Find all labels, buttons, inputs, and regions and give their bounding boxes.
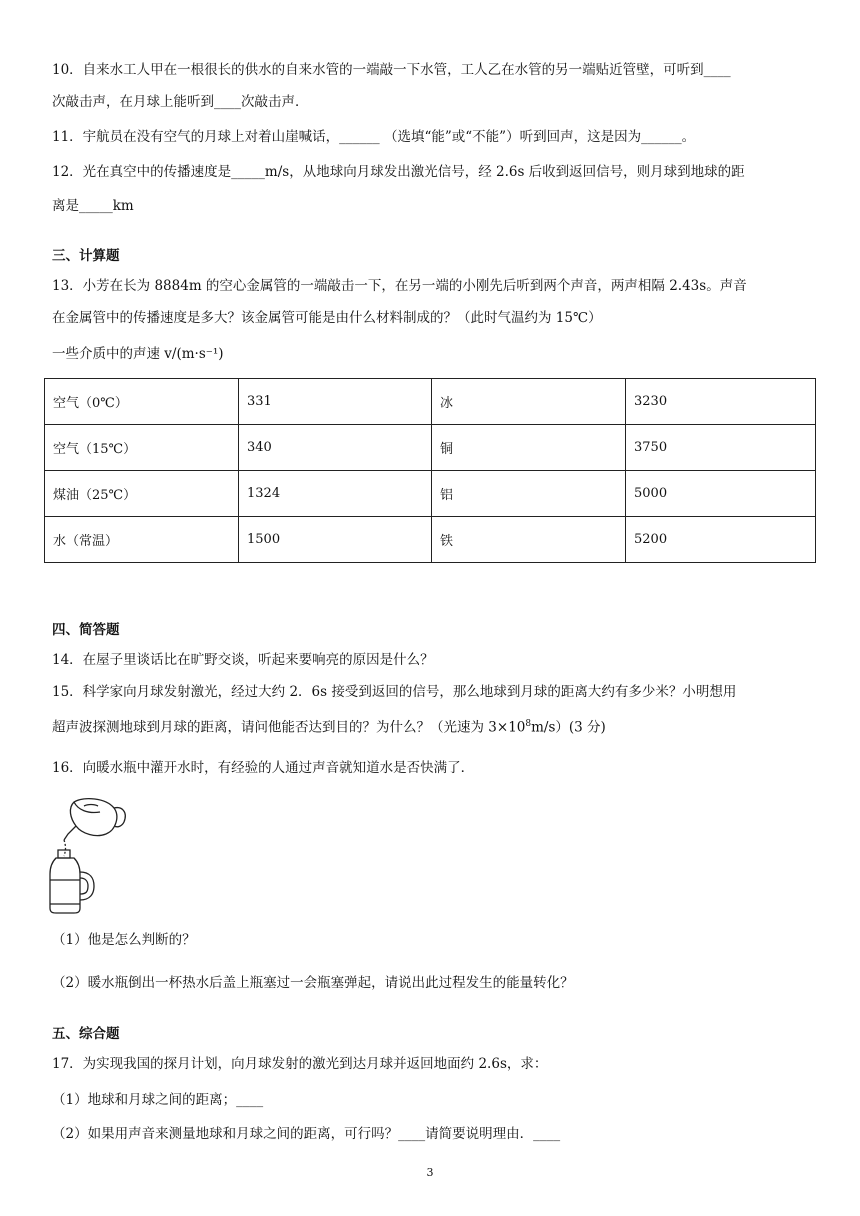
table-cell: 空气（0℃） bbox=[45, 379, 239, 425]
table-row bbox=[45, 425, 816, 471]
question-16-sub-1: （1）他是怎么判断的？ bbox=[52, 932, 196, 948]
question-12-line-1: 12．光在真空中的传播速度是_____m/s，从地球向月球发出激光信号，经 2.6s 后收到返回信号，则月球到地球的距 bbox=[52, 164, 745, 180]
table-cell: 煤油（25℃） bbox=[45, 471, 239, 517]
table-cell: 3750 bbox=[626, 425, 816, 471]
table-row bbox=[45, 471, 816, 517]
section-4-heading: 四、简答题 bbox=[52, 622, 120, 638]
table-cell: 铝 bbox=[432, 471, 626, 517]
thermos-kettle-illustration bbox=[44, 796, 134, 914]
question-17-sub-2: （2）如果用声音来测量地球和月球之间的距离，可行吗？____请简要说明理由．____ bbox=[52, 1126, 561, 1142]
exponent: 8 bbox=[525, 719, 532, 729]
question-15-text: 超声波探测地球到月球的距离，请问他能否达到目的？为什么？（光速为 3×10 bbox=[52, 719, 526, 736]
table-cell: 340 bbox=[239, 425, 432, 471]
question-17: 17．为实现我国的探月计划，向月球发射的激光到达月球并返回地面约 2.6s，求： bbox=[52, 1056, 548, 1072]
question-13-line-2: 在金属管中的传播速度是多大？该金属管可能是由什么材料制成的？（此时气温约为 15℃） bbox=[52, 310, 602, 326]
table-cell: 铁 bbox=[432, 517, 626, 563]
section-5-heading: 五、综合题 bbox=[52, 1026, 120, 1042]
question-12-line-2: 离是_____km bbox=[52, 198, 134, 214]
page-number: 3 bbox=[426, 1166, 434, 1179]
question-15-text-end: m/s）(3 分) bbox=[531, 719, 606, 736]
question-15-line-1: 15．科学家向月球发射激光，经过大约 2．6s 接受到返回的信号，那么地球到月球的距离大约有多少米？小明想用 bbox=[52, 684, 737, 700]
table-cell: 331 bbox=[239, 379, 432, 425]
question-15-line-2 bbox=[52, 714, 606, 738]
table-cell: 1324 bbox=[239, 471, 432, 517]
table-caption: 一些介质中的声速 v/(m·s⁻¹) bbox=[52, 346, 224, 362]
question-17-sub-1: （1）地球和月球之间的距离；____ bbox=[52, 1092, 264, 1108]
sound-speed-table bbox=[44, 378, 816, 563]
table-row bbox=[45, 517, 816, 563]
section-3-heading: 三、计算题 bbox=[52, 248, 120, 264]
table-cell: 铜 bbox=[432, 425, 626, 471]
question-10-line-2: 次敲击声，在月球上能听到____次敲击声． bbox=[52, 94, 309, 110]
table-cell: 5200 bbox=[626, 517, 816, 563]
table-cell: 水（常温） bbox=[45, 517, 239, 563]
table-cell: 空气（15℃） bbox=[45, 425, 239, 471]
table-cell: 1500 bbox=[239, 517, 432, 563]
question-16-sub-2: （2）暖水瓶倒出一杯热水后盖上瓶塞过一会瓶塞弹起，请说出此过程发生的能量转化？ bbox=[52, 975, 574, 991]
table-cell: 冰 bbox=[432, 379, 626, 425]
table-cell: 5000 bbox=[626, 471, 816, 517]
table-row bbox=[45, 379, 816, 425]
question-16: 16．向暖水瓶中灌开水时，有经验的人通过声音就知道水是否快满了． bbox=[52, 760, 475, 776]
table-cell: 3230 bbox=[626, 379, 816, 425]
question-11: 11．宇航员在没有空气的月球上对着山崖喊话，______ （选填“能”或“不能”）听到回声，这是因为______。 bbox=[52, 129, 696, 145]
question-10-line-1: 10．自来水工人甲在一根很长的供水的自来水管的一端敲一下水管，工人乙在水管的另一端贴近管壁，可听到____ bbox=[52, 62, 731, 78]
question-13-line-1: 13．小芳在长为 8884m 的空心金属管的一端敲击一下，在另一端的小刚先后听到两个声音，两声相隔 2.43s。声音 bbox=[52, 278, 747, 294]
question-14: 14．在屋子里谈话比在旷野交谈，听起来要响亮的原因是什么？ bbox=[52, 652, 434, 668]
